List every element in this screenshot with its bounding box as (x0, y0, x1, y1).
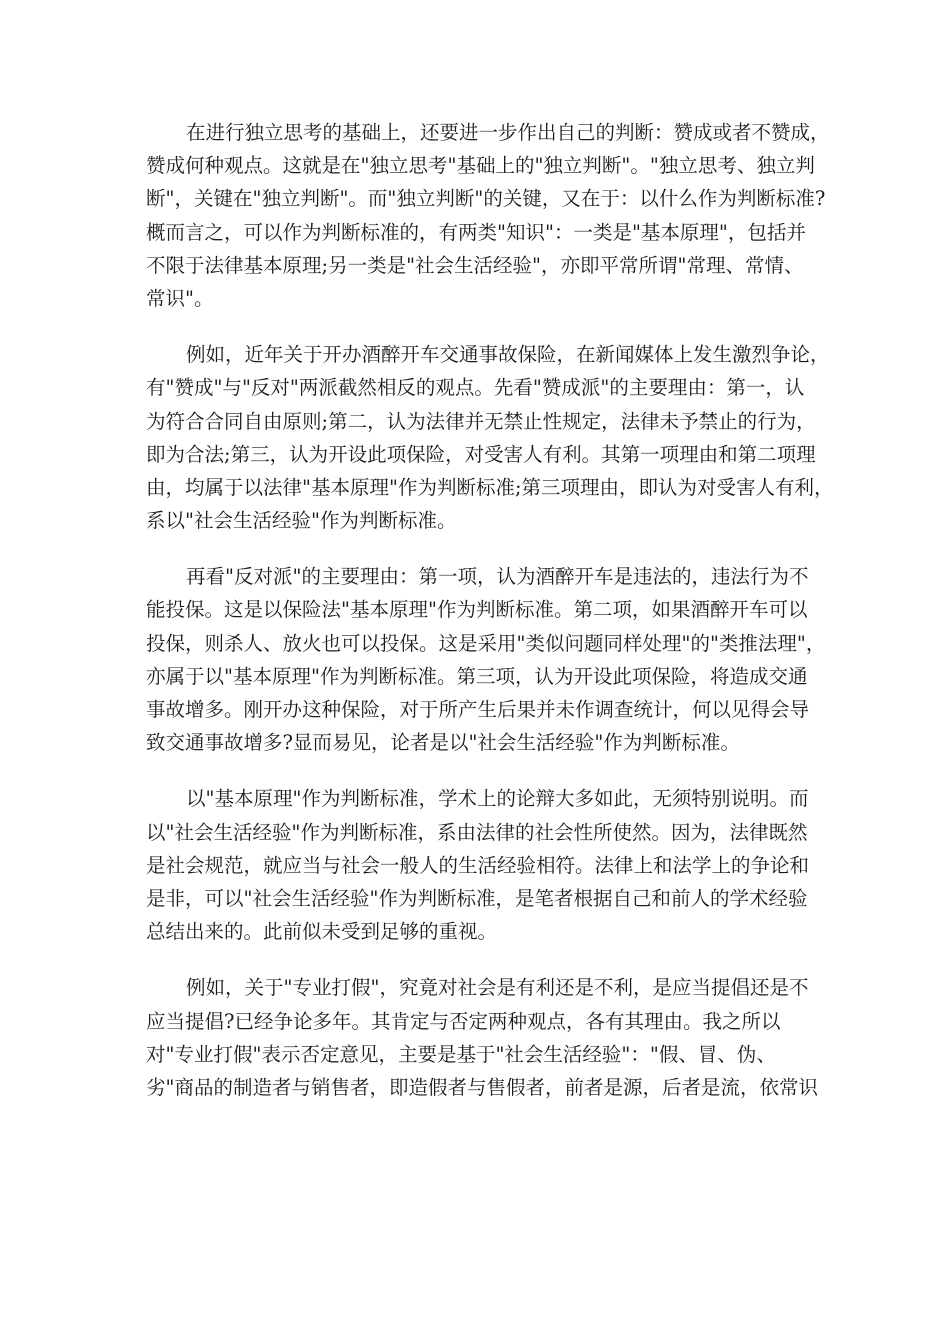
paragraph-line: 系以"社会生活经验"作为判断标准。 (146, 509, 457, 533)
paragraph-line: 以"基本原理"作为判断标准，学术上的论辩大多如此，无须特别说明。而 (186, 787, 809, 811)
paragraph-4 (146, 782, 810, 948)
paragraph-1 (146, 116, 830, 315)
paragraph-line: 投保，则杀人、放火也可以投保。这是采用"类似问题同样处理"的"类推法理"， (146, 631, 826, 655)
paragraph-line: 对"专业打假"表示否定意见，主要是基于"社会生活经验"："假、冒、伪、 (146, 1042, 776, 1066)
paragraph-5 (146, 971, 818, 1104)
paragraph-2 (146, 338, 834, 537)
paragraph-line: 由，均属于以法律"基本原理"作为判断标准;第三项理由，即认为对受害人有利， (146, 475, 834, 499)
paragraph-line: 劣"商品的制造者与销售者，即造假者与售假者，前者是源，后者是流，依常识 (146, 1075, 818, 1099)
paragraph-line: 是非，可以"社会生活经验"作为判断标准，是笔者根据自己和前人的学术经验 (146, 886, 808, 910)
paragraph-line: 是社会规范，就应当与社会一般人的生活经验相符。法律上和法学上的争论和 (146, 853, 810, 877)
paragraph-line: 能投保。这是以保险法"基本原理"作为判断标准。第二项，如果酒醉开车可以 (146, 598, 808, 622)
paragraph-line: 即为合法;第三，认为开设此项保险，对受害人有利。其第一项理由和第二项理 (146, 442, 816, 466)
paragraph-line: 总结出来的。此前似未受到足够的重视。 (146, 920, 498, 944)
paragraph-line: 事故增多。刚开办这种保险，对于所产生后果并未作调查统计，何以见得会导 (146, 698, 810, 721)
paragraph-line: 致交通事故增多?显而易见，论者是以"社会生活经验"作为判断标准。 (146, 731, 740, 755)
paragraph-line: 概而言之，可以作为判断标准的，有两类"知识"：一类是"基本原理"，包括并 (146, 220, 806, 244)
paragraph-line: 不限于法律基本原理;另一类是"社会生活经验"，亦即平常所谓"常理、常情、 (146, 253, 804, 277)
document-body (146, 116, 834, 1127)
paragraph-line: 赞成何种观点。这就是在"独立思考"基础上的"独立判断"。"独立思考、独立判 (146, 154, 815, 178)
paragraph-line: 为符合合同自由原则;第二，认为法律并无禁止性规定，法律未予禁止的行为， (146, 409, 816, 433)
paragraph-line: 有"赞成"与"反对"两派截然相反的观点。先看"赞成派"的主要理由：第一，认 (146, 376, 805, 400)
paragraph-line: 再看"反对派"的主要理由：第一项，认为酒醉开车是违法的，违法行为不 (186, 565, 809, 589)
paragraph-line: 常识"。 (146, 286, 214, 310)
paragraph-line: 断"，关键在"独立判断"。而"独立判断"的关键，又在于：以什么作为判断标准? (146, 187, 826, 211)
paragraph-line: 例如，近年关于开办酒醉开车交通事故保险，在新闻媒体上发生激烈争论， (186, 343, 830, 367)
paragraph-line: 例如，关于"专业打假"，究竟对社会是有利还是不利，是应当提倡还是不 (186, 976, 809, 1000)
paragraph-line: 亦属于以"基本原理"作为判断标准。第三项，认为开设此项保险，将造成交通 (146, 664, 808, 688)
paragraph-line: 应当提倡?已经争论多年。其肯定与否定两种观点，各有其理由。我之所以 (146, 1009, 781, 1033)
paragraph-line: 在进行独立思考的基础上，还要进一步作出自己的判断：赞成或者不赞成， (186, 121, 830, 144)
paragraph-3 (146, 560, 826, 759)
paragraph-line: 以"社会生活经验"作为判断标准，系由法律的社会性所使然。因为，法律既然 (146, 820, 808, 844)
